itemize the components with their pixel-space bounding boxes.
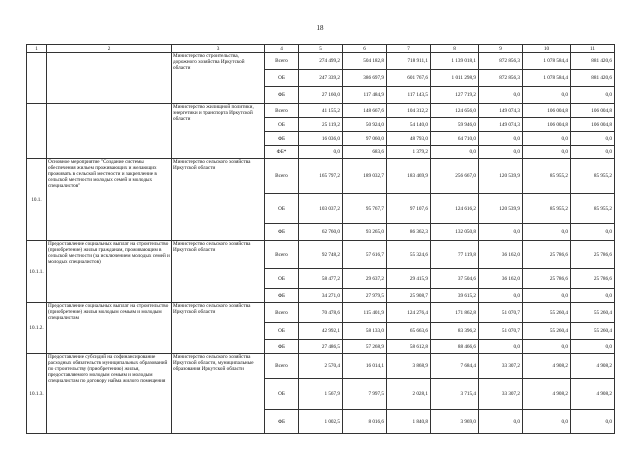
table-row — [27, 303, 615, 323]
value-cell: 1 002,5 — [299, 410, 343, 434]
value-cell: 0,0 — [479, 132, 523, 146]
value-cell: 0,0 — [523, 132, 571, 146]
value-cell: 872 856,3 — [479, 70, 523, 87]
value-cell: 1 078 584,4 — [523, 70, 571, 87]
value-cell: 1 379,2 — [387, 146, 431, 159]
value-cell: 3 969,0 — [431, 410, 479, 434]
value-cell: 103 037,2 — [299, 194, 343, 224]
row-name — [47, 104, 172, 159]
value-cell: 54 140,0 — [387, 118, 431, 132]
table-body — [27, 45, 615, 434]
value-cell: 55 260,4 — [571, 303, 615, 323]
value-cell: 0,0 — [479, 87, 523, 104]
value-cell: 4 908,2 — [571, 354, 615, 379]
header-row — [27, 45, 615, 53]
value-cell: 1 139 018,1 — [431, 53, 479, 70]
value-cell: 27 160,0 — [299, 87, 343, 104]
value-cell: 0,0 — [479, 410, 523, 434]
col-header: 3 — [172, 45, 265, 53]
value-cell: 683,6 — [343, 146, 387, 159]
row-executor: Министерство жилищной политики, энергетики и транспорта Иркутской области — [172, 104, 265, 159]
value-cell: 62 760,0 — [299, 224, 343, 241]
funding-source: Всего — [265, 354, 299, 379]
value-cell: 148 667,6 — [343, 104, 387, 118]
page-number: 18 — [316, 24, 324, 32]
value-cell: 83 396,2 — [431, 323, 479, 340]
value-cell: 0,0 — [523, 289, 571, 303]
value-cell: 132 050,8 — [431, 224, 479, 241]
value-cell: 0,0 — [571, 410, 615, 434]
value-cell: 0,0 — [571, 132, 615, 146]
value-cell: 8 016,6 — [343, 410, 387, 434]
value-cell: 881 420,6 — [571, 70, 615, 87]
value-cell: 106 004,8 — [523, 118, 571, 132]
value-cell: 0,0 — [479, 289, 523, 303]
funding-source: ОБ — [265, 70, 299, 87]
value-cell: 1 567,9 — [299, 379, 343, 410]
value-cell: 4 908,2 — [571, 379, 615, 410]
value-cell: 25 786,6 — [523, 241, 571, 269]
value-cell: 124 276,4 — [387, 303, 431, 323]
value-cell: 16 014,1 — [343, 354, 387, 379]
value-cell: 34 271,0 — [299, 289, 343, 303]
value-cell: 25 786,6 — [523, 269, 571, 289]
value-cell: 115 401,9 — [343, 303, 387, 323]
value-cell: 48 793,0 — [387, 132, 431, 146]
value-cell: 0,0 — [571, 340, 615, 354]
value-cell: 1 840,8 — [387, 410, 431, 434]
value-cell: 127 719,2 — [431, 87, 479, 104]
row-executor: Министерство строительства, дорожного хозяйства Иркутской области — [172, 53, 265, 104]
value-cell: 41 155,2 — [299, 104, 343, 118]
value-cell: 85 955,2 — [523, 194, 571, 224]
col-header: 7 — [387, 45, 431, 53]
value-cell: 36 162,0 — [479, 269, 523, 289]
value-cell: 25 908,7 — [387, 289, 431, 303]
row-code: 10.1.3. — [27, 354, 47, 434]
value-cell: 601 767,6 — [387, 70, 431, 87]
value-cell: 86 362,3 — [387, 224, 431, 241]
value-cell: 88 466,6 — [431, 340, 479, 354]
row-name: Предоставление субсидий на софинансирование расходных обязательств муниципальных образований по строительству (приобретению) жилья, предоставляемого молодым семьям и молодым специалистам по договору найма жилого помещения — [47, 354, 172, 434]
value-cell: 57 268,9 — [343, 340, 387, 354]
value-cell: 104 312,2 — [387, 104, 431, 118]
value-cell: 36 162,0 — [479, 241, 523, 269]
value-cell: 0,0 — [571, 289, 615, 303]
value-cell: 50 924,0 — [343, 118, 387, 132]
table-row — [27, 159, 615, 194]
row-name: Предоставление социальных выплат на строительство (приобретение) жилья молодым семьям и молодым специалистам — [47, 303, 172, 354]
value-cell: 16 036,0 — [299, 132, 343, 146]
value-cell: 65 663,6 — [387, 323, 431, 340]
value-cell: 0,0 — [479, 224, 523, 241]
value-cell: 2 028,1 — [387, 379, 431, 410]
value-cell: 27 979,5 — [343, 289, 387, 303]
value-cell: 0,0 — [523, 224, 571, 241]
funding-source: Всего — [265, 53, 299, 70]
value-cell: 27 486,5 — [299, 340, 343, 354]
value-cell: 70 478,6 — [299, 303, 343, 323]
row-executor: Министерство сельского хозяйства Иркутской области — [172, 303, 265, 354]
funding-source: Всего — [265, 303, 299, 323]
value-cell: 183 469,9 — [387, 159, 431, 194]
value-cell: 29 415,9 — [387, 269, 431, 289]
value-cell: 2 570,4 — [299, 354, 343, 379]
funding-source: ОБ — [265, 269, 299, 289]
value-cell: 25 786,6 — [571, 241, 615, 269]
row-code — [27, 53, 47, 104]
value-cell: 0,0 — [431, 146, 479, 159]
value-cell: 77 119,8 — [431, 241, 479, 269]
value-cell: 95 767,7 — [343, 194, 387, 224]
value-cell: 25 786,6 — [571, 269, 615, 289]
value-cell: 51 070,7 — [479, 323, 523, 340]
value-cell: 85 955,2 — [523, 159, 571, 194]
value-cell: 55 260,4 — [571, 323, 615, 340]
row-name: Предоставление социальных выплат на строительство (приобретение) жилья гражданам, проживающим в сельской местности (за исключением молодых семей и молодых специалистов) — [47, 241, 172, 303]
value-cell: 881 420,6 — [571, 53, 615, 70]
col-header: 8 — [431, 45, 479, 53]
value-cell: 171 862,8 — [431, 303, 479, 323]
value-cell: 386 697,9 — [343, 70, 387, 87]
value-cell: 0,0 — [571, 224, 615, 241]
value-cell: 0,0 — [571, 87, 615, 104]
value-cell: 3 715,4 — [431, 379, 479, 410]
value-cell: 42 992,1 — [299, 323, 343, 340]
col-header: 1 — [27, 45, 47, 53]
row-name: Основное мероприятие "Создание системы обеспечения жильем проживающих и желающих проживать в сельской местности и закрепление в сельской местности молодых семей и молодых специалистов" — [47, 159, 172, 241]
funding-source: ФБ — [265, 410, 299, 434]
row-executor: Министерство сельского хозяйства Иркутской области — [172, 241, 265, 303]
col-header: 5 — [299, 45, 343, 53]
value-cell: 85 955,2 — [571, 159, 615, 194]
value-cell: 93 265,0 — [343, 224, 387, 241]
value-cell: 1 078 584,4 — [523, 53, 571, 70]
value-cell: 149 074,3 — [479, 104, 523, 118]
row-executor: Министерство сельского хозяйства Иркутской области, муниципальные образования Иркутской области — [172, 354, 265, 434]
value-cell: 0,0 — [479, 146, 523, 159]
col-header: 10 — [523, 45, 571, 53]
value-cell: 58 477,2 — [299, 269, 343, 289]
value-cell: 106 004,8 — [571, 104, 615, 118]
value-cell: 0,0 — [479, 340, 523, 354]
col-header: 11 — [571, 45, 615, 53]
value-cell: 55 324,6 — [387, 241, 431, 269]
funding-source: Всего — [265, 104, 299, 118]
value-cell: 106 004,8 — [571, 118, 615, 132]
value-cell: 0,0 — [523, 340, 571, 354]
value-cell: 247 339,2 — [299, 70, 343, 87]
value-cell: 3 868,9 — [387, 354, 431, 379]
value-cell: 25 119,2 — [299, 118, 343, 132]
value-cell: 51 070,7 — [479, 303, 523, 323]
value-cell: 117 143,5 — [387, 87, 431, 104]
value-cell: 7 997,5 — [343, 379, 387, 410]
value-cell: 120 539,9 — [479, 194, 523, 224]
value-cell: 64 710,0 — [431, 132, 479, 146]
row-code: 10.1.1. — [27, 241, 47, 303]
funding-source: ОБ — [265, 194, 299, 224]
table-row — [27, 104, 615, 118]
value-cell: 872 856,3 — [479, 53, 523, 70]
value-cell: 106 004,8 — [523, 104, 571, 118]
value-cell: 117 484,9 — [343, 87, 387, 104]
value-cell: 39 615,2 — [431, 289, 479, 303]
value-cell: 0,0 — [523, 87, 571, 104]
row-code — [27, 104, 47, 159]
value-cell: 33 307,2 — [479, 354, 523, 379]
funding-source: ОБ — [265, 118, 299, 132]
value-cell: 55 260,4 — [523, 323, 571, 340]
col-header: 6 — [343, 45, 387, 53]
value-cell: 92 748,2 — [299, 241, 343, 269]
value-cell: 7 684,4 — [431, 354, 479, 379]
value-cell: 0,0 — [523, 410, 571, 434]
funding-source: ФБ — [265, 340, 299, 354]
value-cell: 120 539,9 — [479, 159, 523, 194]
value-cell: 189 032,7 — [343, 159, 387, 194]
value-cell: 0,0 — [299, 146, 343, 159]
value-cell: 33 307,2 — [479, 379, 523, 410]
value-cell: 58 612,8 — [387, 340, 431, 354]
funding-source: ФБ — [265, 132, 299, 146]
row-executor: Министерство сельского хозяйства Иркутской области — [172, 159, 265, 241]
row-code: 10.1.2. — [27, 303, 47, 354]
col-header: 4 — [265, 45, 299, 53]
row-code: 10.1. — [27, 159, 47, 241]
funding-source: Всего — [265, 241, 299, 269]
row-name — [47, 53, 172, 104]
value-cell: 29 637,2 — [343, 269, 387, 289]
col-header: 2 — [47, 45, 172, 53]
value-cell: 1 011 298,9 — [431, 70, 479, 87]
value-cell: 4 908,2 — [523, 354, 571, 379]
value-cell: 57 616,7 — [343, 241, 387, 269]
value-cell: 149 074,3 — [479, 118, 523, 132]
value-cell: 504 182,8 — [343, 53, 387, 70]
table-row — [27, 241, 615, 269]
value-cell: 97 107,6 — [387, 194, 431, 224]
value-cell: 124 616,2 — [431, 194, 479, 224]
value-cell: 55 260,4 — [523, 303, 571, 323]
value-cell: 4 908,2 — [523, 379, 571, 410]
value-cell: 718 911,1 — [387, 53, 431, 70]
value-cell: 85 955,2 — [571, 194, 615, 224]
value-cell: 58 133,0 — [343, 323, 387, 340]
table-row — [27, 354, 615, 379]
value-cell: 274 499,2 — [299, 53, 343, 70]
value-cell: 124 656,0 — [431, 104, 479, 118]
value-cell: 59 946,0 — [431, 118, 479, 132]
funding-source: ОБ — [265, 323, 299, 340]
funding-source: ФБ — [265, 289, 299, 303]
funding-source: ФБ* — [265, 146, 299, 159]
value-cell: 0,0 — [523, 146, 571, 159]
funding-source: Всего — [265, 159, 299, 194]
value-cell: 97 060,0 — [343, 132, 387, 146]
funding-source: ФБ — [265, 224, 299, 241]
table-row — [27, 53, 615, 70]
value-cell: 256 667,0 — [431, 159, 479, 194]
funding-source: ФБ — [265, 87, 299, 104]
value-cell: 37 504,6 — [431, 269, 479, 289]
col-header: 9 — [479, 45, 523, 53]
value-cell: 165 797,2 — [299, 159, 343, 194]
value-cell: 0,0 — [571, 146, 615, 159]
budget-table — [26, 44, 615, 434]
funding-source: ОБ — [265, 379, 299, 410]
